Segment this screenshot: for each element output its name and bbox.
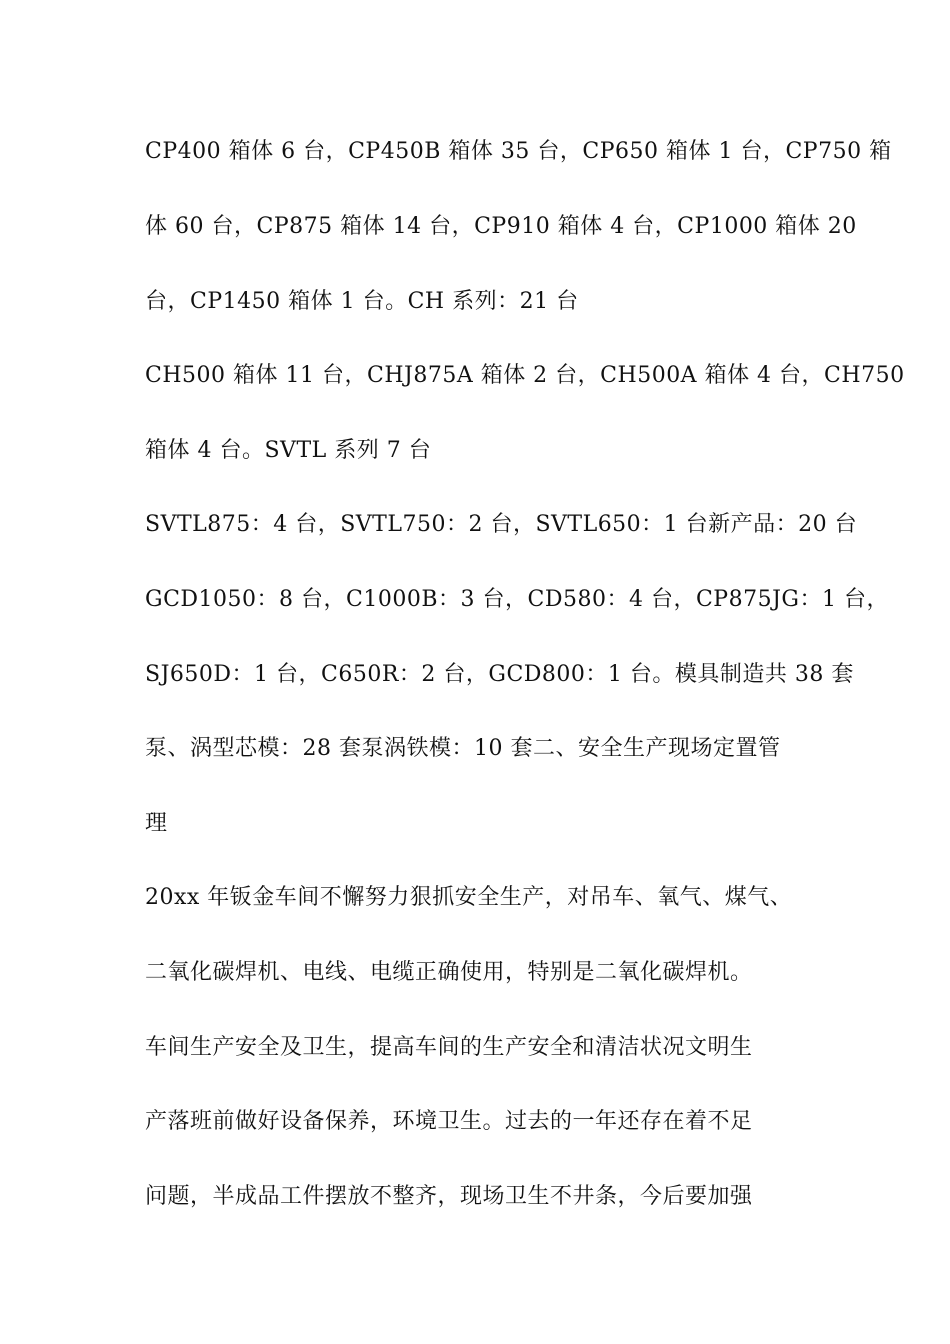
text-line: 体 60 台，CP875 箱体 14 台，CP910 箱体 4 台，CP1000 箱体 20 [145, 214, 857, 239]
text-line: GCD1050：8 台，C1000B：3 台，CD580：4 台，CP875JG：1 台， [145, 587, 889, 612]
text-line: 问题，半成品工件摆放不整齐，现场卫生不井条，今后要加强 [145, 1184, 753, 1209]
text-line: 理 [145, 811, 168, 836]
text-line: 箱体 4 台。SVTL 系列 7 台 [145, 438, 432, 463]
text-line: 二氧化碳焊机、电线、电缆正确使用，特别是二氧化碳焊机。 [145, 960, 753, 985]
text-line: SJ650D：1 台，C650R：2 台，GCD800：1 台。模具制造共 38 套 [145, 662, 854, 687]
text-line: 车间生产安全及卫生，提高车间的生产安全和清洁状况文明生 [145, 1035, 753, 1060]
text-line: CP400 箱体 6 台，CP450B 箱体 35 台，CP650 箱体 1 台，CP750 箱 [145, 139, 892, 164]
text-line: SVTL875：4 台，SVTL750：2 台，SVTL650：1 台新产品：20 台 [145, 512, 858, 537]
text-line: CH500 箱体 11 台，CHJ875A 箱体 2 台，CH500A 箱体 4 台，CH750 [145, 363, 905, 388]
text-line: 泵、涡型芯模：28 套泵涡铁模：10 套二、安全生产现场定置管 [145, 736, 781, 761]
text-line: 台，CP1450 箱体 1 台。CH 系列：21 台 [145, 289, 579, 314]
text-line: 20xx 年钣金车间不懈努力狠抓安全生产，对吊车、氧气、煤气、 [145, 885, 793, 910]
text-line: 产落班前做好设备保养，环境卫生。过去的一年还存在着不足 [145, 1109, 753, 1134]
